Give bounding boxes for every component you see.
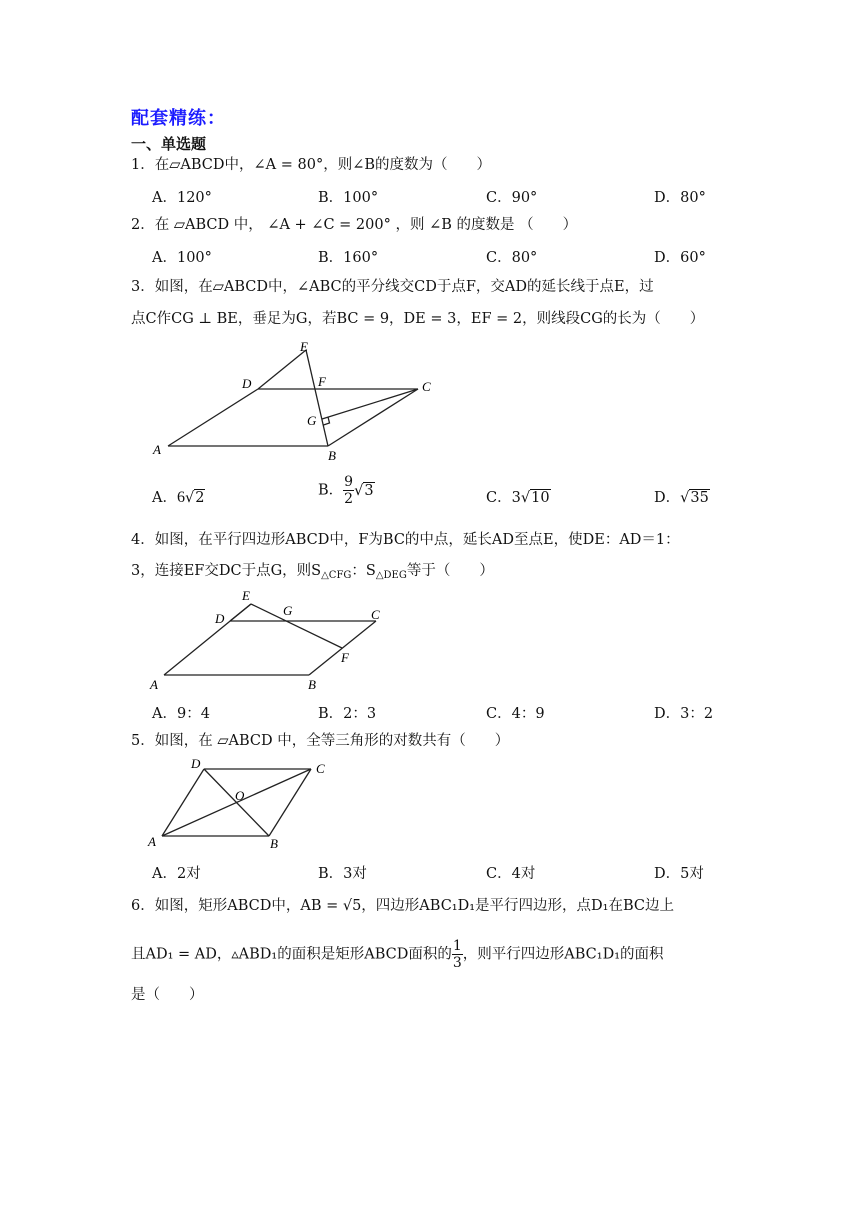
q4-label-c: C — [371, 607, 380, 622]
q1-number: 1． — [131, 157, 155, 173]
q4-label-d: D — [215, 611, 225, 626]
question-3-line-1 — [131, 277, 654, 297]
q5-label-c: C — [316, 761, 325, 776]
q3-figure — [150, 338, 450, 466]
q1-option-b[interactable]: B．100° — [318, 190, 379, 206]
question-6-line-1 — [131, 896, 674, 916]
q4-label-g: G — [283, 603, 293, 618]
question-6-line-2: 且AD₁ = AD，▵ABD₁的面积是矩形ABCD面积的 $\frac{1}{3}$ ，则平行四边形ABC₁D₁的面积 — [131, 938, 664, 971]
q4-option-b[interactable]: B．2：3 — [318, 706, 377, 722]
q3-label-d: D — [242, 376, 252, 391]
q5-label-b: B — [270, 836, 278, 851]
question-5 — [131, 731, 509, 751]
q5-figure — [145, 755, 345, 853]
q1-option-d[interactable]: D．80° — [654, 190, 706, 206]
q3-label-g: G — [307, 413, 317, 428]
q5-number: 5． — [131, 733, 155, 749]
q4-line1: 如图，在平行四边形ABCD中，F为BC的中点，延长AD至点E，使DE：AD＝1： — [154, 532, 680, 548]
q1-option-c[interactable]: C．90° — [486, 190, 538, 206]
question-2 — [131, 215, 577, 235]
q3-option-b[interactable]: B． $\frac{9}{2}$ √3 — [318, 474, 374, 507]
q6-line1: 如图，矩形ABCD中，AB = √5，四边形ABC₁D₁是平行四边形，点D₁在BC边上 — [154, 898, 675, 914]
q4-option-c[interactable]: C．4：9 — [486, 706, 545, 722]
q4-number: 4． — [131, 532, 155, 548]
q5-option-a[interactable]: A．2对 — [152, 866, 201, 882]
q2-number: 2． — [131, 217, 155, 233]
q3-label-a: A — [153, 442, 161, 457]
q3-label-b: B — [328, 448, 336, 463]
q6-line3: 是（ ） — [131, 987, 204, 1003]
q2-option-a[interactable]: A．100° — [152, 250, 212, 266]
q4-label-f: F — [341, 650, 349, 665]
question-1 — [131, 155, 491, 175]
q5-option-c[interactable]: C．4对 — [486, 866, 536, 882]
q4-label-e: E — [242, 588, 250, 603]
q5-label-o: O — [235, 788, 245, 803]
q1-text: 在▱ABCD中，∠A = 80°，则∠B的度数为（ ） — [154, 157, 491, 173]
q5-label-d: D — [191, 756, 201, 771]
q5-text: 如图，在 ▱ABCD 中，全等三角形的对数共有（ ） — [154, 733, 510, 749]
q4-option-d[interactable]: D．3：2 — [654, 706, 714, 722]
q3-line2: 点C作CG ⊥ BE，垂足为G，若BC = 9，DE = 3，EF = 2，则线段CG的长为（ ） — [131, 311, 705, 327]
q2-option-c[interactable]: C．80° — [486, 250, 538, 266]
q3-label-c: C — [422, 379, 431, 394]
q1-option-a[interactable]: A．120° — [152, 190, 212, 206]
q5-option-d[interactable]: D．5对 — [654, 866, 704, 882]
q3-number: 3． — [131, 279, 155, 295]
q4-label-b: B — [308, 677, 316, 692]
question-4-line-2: 3，连接EF交DC于点G，则$S_{\triangle CFG}$：$S_{\triangle DEG}$等于（ ） — [131, 563, 494, 581]
q2-option-d[interactable]: D．60° — [654, 250, 706, 266]
q3-option-d[interactable]: D．√35 — [654, 490, 709, 506]
q4-figure — [145, 585, 390, 693]
q4-option-a[interactable]: A．9：4 — [152, 706, 210, 722]
q5-option-b[interactable]: B．3对 — [318, 866, 367, 882]
question-4-line-1 — [131, 530, 680, 550]
q4-label-a: A — [150, 677, 158, 692]
q3-option-c[interactable]: C．3√10 — [486, 490, 550, 506]
q3-label-e: E — [300, 339, 308, 354]
q3-label-f: F — [318, 374, 326, 389]
section-title: 配套精练： — [131, 108, 226, 129]
q5-label-a: A — [148, 834, 156, 849]
section-heading: 一、单选题 — [131, 135, 207, 153]
q2-option-b[interactable]: B．160° — [318, 250, 379, 266]
q3-line1: 如图，在▱ABCD中，∠ABC的平分线交CD于点F，交AD的延长线于点E，过 — [154, 279, 654, 295]
q2-text: 在 ▱ABCD 中， ∠A + ∠C = 200° ，则 ∠B 的度数是 （ ） — [154, 217, 578, 233]
q3-option-a[interactable]: A．6√2 — [152, 489, 205, 506]
q6-number: 6． — [131, 898, 155, 914]
